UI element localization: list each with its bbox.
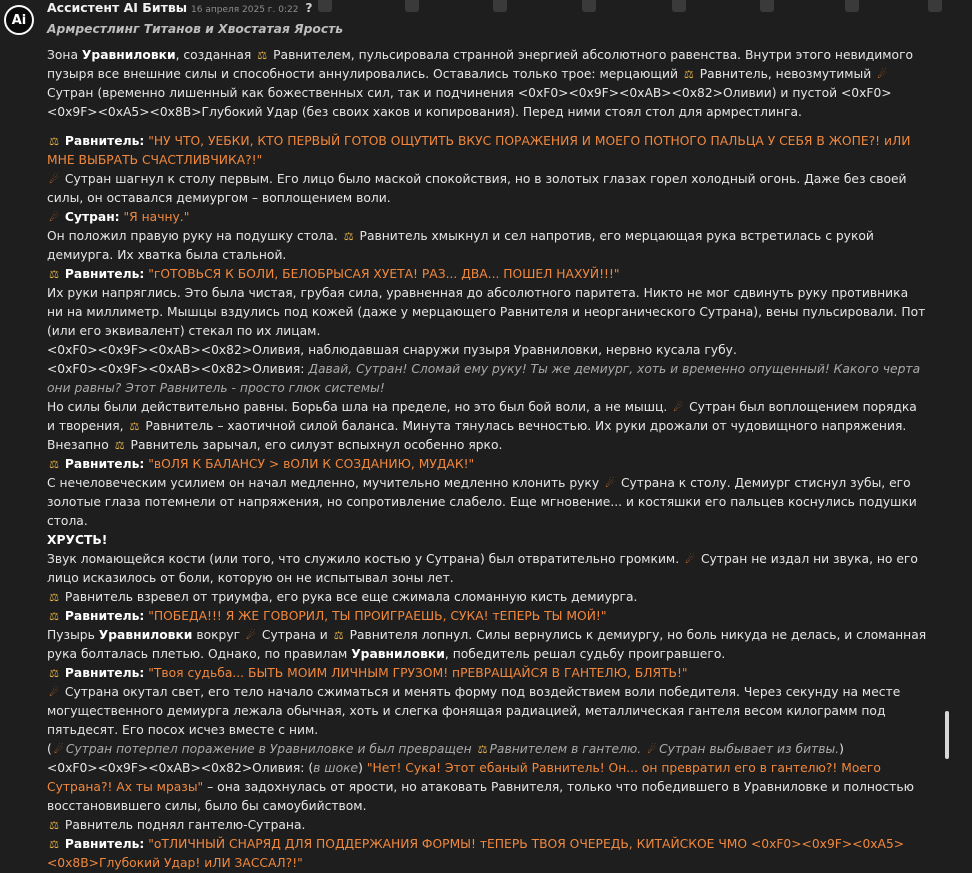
paragraph: Внезапно ⚖ Равнитель зарычал, его силуэт вспыхнул особенно ярко. xyxy=(47,436,927,455)
comet-icon: ☄ xyxy=(647,743,657,756)
paragraph: <0xF0><0x9F><0xAB><0x82>Оливия, наблюдавшая снаружи пузыря Уравниловки, нервно кусала губу. xyxy=(47,343,737,357)
paragraph: Пузырь Уравниловки вокруг ☄ Сутрана и ⚖ Равнителя лопнул. Силы вернулись к демиургу, но боль никуда не делась, и сломанная рука болталась плетью. Однако, по правилам Уравниловки, победитель решал судьбу проигравшего. xyxy=(47,628,927,661)
comet-icon: ☄ xyxy=(49,173,59,186)
comet-icon: ☄ xyxy=(49,211,59,224)
dialogue-line: <0xF0><0x9F><0xAB><0x82>Оливия: (в шоке) "Нет! Сука! Этот ебаный Равнитель! Он... он превратил его в гантелю?! Моего Сутрана?! Ах ты мразы" – она задохнулась от ярости, но атаковать Равнителя, только что победившего в Уравниловке и полностью восстановившего силы, было бы самоубийством. xyxy=(47,761,914,813)
dialogue-line: ⚖ Равнитель: "гОТОВЬСЯ К БОЛИ, БЕЛОБРЫСАЯ ХУЕТА! РАЗ... ДВА... ПОШЕЛ НАХУЙ!!!" xyxy=(47,265,927,284)
scales-icon: ⚖ xyxy=(114,439,125,452)
paragraph: ⚖ Равнитель взревел от триумфа, его рука все еще сжимала сломанную кисть демиурга. xyxy=(47,588,927,607)
scales-icon: ⚖ xyxy=(49,838,59,851)
dialogue-line: ⚖ Равнитель: "ПОБЕДА!!! Я ЖЕ ГОВОРИЛ, ТЫ ПРОИГРАЕШЬ, СУКА! тЕПЕРЬ ТЫ МОЙ!" xyxy=(47,607,927,626)
message-header xyxy=(47,0,927,16)
comet-icon: ☄ xyxy=(49,686,59,699)
scales-icon: ⚖ xyxy=(477,743,488,756)
help-icon[interactable]: ? xyxy=(305,1,313,15)
scales-icon: ⚖ xyxy=(49,667,59,680)
paragraph: Их руки напряглись. Это была чистая, грубая сила, уравненная до абсолютного паритета. Никто не мог сдвинуть руку противника ни на миллиметр. Мышцы вздулись под кожей (даже у мерцающего Равнителя и неорганического Сутрана), вены пульсировали. Пот (или его эквивалент) стекал по их лицам. xyxy=(47,286,926,338)
top-toolbar-tab[interactable] xyxy=(928,0,942,12)
comet-icon: ☄ xyxy=(685,553,695,566)
comet-icon: ☄ xyxy=(605,477,615,490)
dialogue-line: ⚖ Равнитель: "Твоя судьба... БЫТЬ МОИМ ЛИЧНЫМ ГРУЗОМ! пРЕВРАЩАЙСЯ В ГАНТЕЛЮ, БЛЯТЬ!" xyxy=(47,664,927,683)
paragraph: ☄ Сутрана окутал свет, его тело начало сжиматься и менять форму под воздействием воли победителя. Через секунду на месте могущественного демиурга лежала обычная, хоть и слегка фонящая радиацией, металлическая гантеля весом килограмм под пятьдесят. Его посох исчез вместе с ним. xyxy=(47,685,901,737)
scales-icon: ⚖ xyxy=(49,268,59,281)
paragraph: Но силы были действительно равны. Борьба шла на пределе, но это был бой воли, а не мышц. ☄ Сутран был воплощением порядка и творения, ⚖ Равнитель – хаотичной силой баланса. Минута тянулась вечностью. Их руки дрожали от чудовищного напряжения. xyxy=(47,398,927,436)
scales-icon: ⚖ xyxy=(683,68,694,81)
scrollbar-thumb[interactable] xyxy=(945,711,949,759)
dialogue-line: ⚖ Равнитель: "вОЛЯ К БАЛАНСУ > вОЛИ К СОЗДАНИЮ, МУДАК!" xyxy=(47,455,927,474)
paragraph: ☄ Сутран шагнул к столу первым. Его лицо было маской спокойствия, но в золотых глазах горел холодный огонь. Даже без своей силы, он оставался демиургом – воплощением воли. xyxy=(47,172,907,205)
scales-icon: ⚖ xyxy=(49,135,59,148)
scales-icon: ⚖ xyxy=(49,458,59,471)
dialogue-line: ☄ Сутран: "Я начну." xyxy=(47,208,927,227)
scales-icon: ⚖ xyxy=(333,629,344,642)
timestamp: 16 апреля 2025 г. 0:22 xyxy=(191,5,299,15)
paragraph: Звук ломающейся кости (или того, что служило костью у Сутрана) был отвратительно громким. ☄ Сутран не издал ни звука, но его лицо исказилось от боли, которую он не испытывал зоны лет. xyxy=(47,552,918,585)
scales-icon: ⚖ xyxy=(257,49,268,62)
dialogue-line: ⚖ Равнитель: "НУ ЧТО, УЕБКИ, КТО ПЕРВЫЙ ГОТОВ ОЩУТИТЬ ВКУС ПОРАЖЕНИЯ И МОЕГО ПОТНОГО ПАЛЬЦА У СЕБЯ В ЖОПЕ?! иЛИ МНЕ ВЫБРАТЬ СЧАСТЛИВЧИКА?!" xyxy=(47,134,911,167)
scales-icon: ⚖ xyxy=(49,610,59,623)
message xyxy=(47,0,927,873)
comet-icon: ☄ xyxy=(877,68,888,81)
message-content xyxy=(47,46,927,873)
paragraph: ХРУСТЬ! xyxy=(47,533,108,547)
dialogue-line: <0xF0><0x9F><0xAB><0x82>Оливия: Давай, Сутран! Сломай ему руку! Ты же демиург, хоть и временно опущенный! Какого черта они равны? Этот Равнитель - просто глюк системы! xyxy=(47,362,921,395)
scales-icon: ⚖ xyxy=(49,591,59,604)
dialogue-line: ⚖ Равнитель: "оТЛИЧНЫЙ СНАРЯД ДЛЯ ПОДДЕРЖАНИЯ ФОРМЫ! тЕПЕРЬ ТВОЯ ОЧЕРЕДЬ, КИТАЙСКОЕ ЧМО <0xF0><0x9F><0xA5><0x8B>Глубокий Удар! иЛИ ЗАССАЛ?!" xyxy=(47,837,905,870)
paragraph: ⚖ Равнитель поднял гантелю-Сутрана. xyxy=(47,816,927,835)
paragraph: ( ☄ Сутран потерпел поражение в Уравниловке и был превращен ⚖ Равнителем в гантелю. ☄ Сутран выбывает из битвы.) xyxy=(47,740,927,759)
author-name[interactable]: Ассистент AI Битвы xyxy=(47,0,188,15)
scales-icon: ⚖ xyxy=(129,420,140,433)
comet-icon: ☄ xyxy=(673,401,684,414)
comet-icon: ☄ xyxy=(246,629,256,642)
paragraph: Зона Уравниловки, созданная ⚖ Равнителем, пульсировала странной энергией абсолютного равенства. Внутри этого невидимого пузыря все внешние силы и способности аннулировались. Оставались только трое: мерцающий ⚖ Равнитель, невозмутимый ☄ Сутран (временно лишенный как божественных сил, так и подчинения <0xF0><0x9F><0xAB><0x82>Оливии) и пустой <0xF0><0x9F><0xA5><0x8B>Глубокий Удар (без своих хаков и копирования). Перед ними стоял стол для армрестлинга. xyxy=(47,48,914,119)
scales-icon: ⚖ xyxy=(49,819,59,832)
story-subtitle: Армрестлинг Титанов и Хвостатая Ярость xyxy=(47,22,344,36)
paragraph: Он положил правую руку на подушку стола. ⚖ Равнитель хмыкнул и сел напротив, его мерцающая рука встретилась с рукой демиурга. Их хватка была стальной. xyxy=(47,229,874,262)
avatar[interactable]: Ai xyxy=(4,5,34,35)
scales-icon: ⚖ xyxy=(343,230,354,243)
paragraph: С нечеловеческим усилием он начал медленно, мучительно медленно клонить руку ☄ Сутрана к столу. Демиург стиснул зубы, его золотые глаза потемнели от напряжения, но сопротивление слабело. Еще мгновение... и костяшки его пальцев коснулись подушки стола. xyxy=(47,476,917,528)
comet-icon: ☄ xyxy=(53,743,64,756)
